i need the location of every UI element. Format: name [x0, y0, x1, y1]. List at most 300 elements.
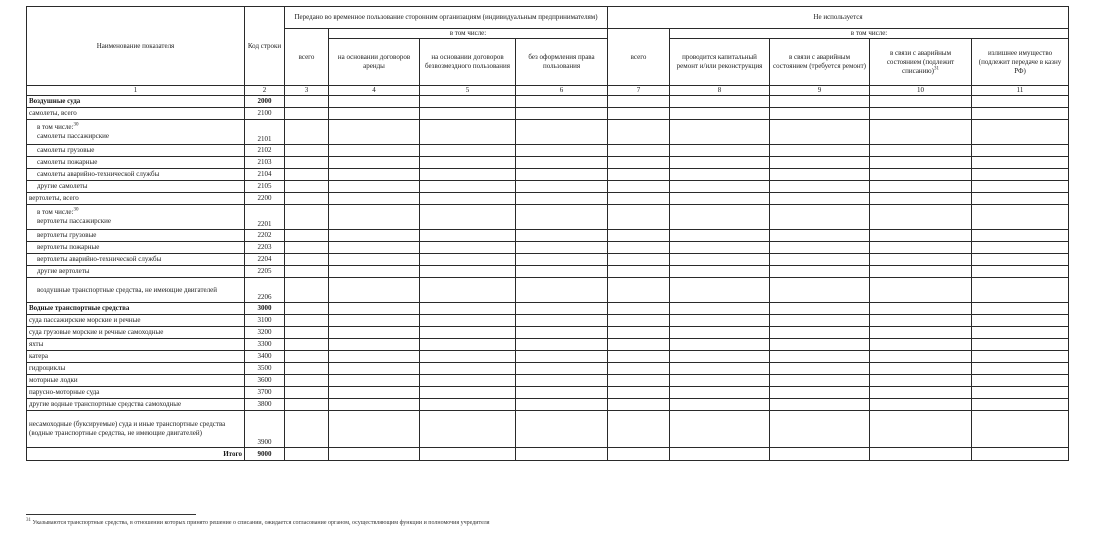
row-name: Итого [27, 448, 245, 461]
value-cell[interactable] [516, 303, 608, 315]
column-number-row [27, 86, 1069, 96]
value-cell[interactable] [972, 242, 1069, 254]
value-cell[interactable] [770, 448, 870, 461]
value-cell[interactable] [972, 266, 1069, 278]
value-cell[interactable] [670, 120, 770, 145]
value-cell[interactable] [420, 230, 516, 242]
row-name-including: в том числе:$^{30}$ [37, 207, 79, 216]
value-cell[interactable] [516, 375, 608, 387]
value-cell[interactable] [770, 205, 870, 230]
row-name [27, 120, 245, 145]
row-name: вертолеты грузовые [27, 230, 245, 242]
table-row [27, 169, 1069, 181]
value-cell[interactable] [516, 181, 608, 193]
value-cell[interactable] [870, 169, 972, 181]
value-cell[interactable] [420, 351, 516, 363]
value-cell[interactable] [608, 327, 670, 339]
value-cell[interactable] [329, 448, 420, 461]
value-cell[interactable] [608, 242, 670, 254]
row-name: самолеты, всего [27, 108, 245, 120]
value-cell[interactable] [670, 375, 770, 387]
table-row [27, 205, 1069, 230]
value-cell[interactable] [972, 339, 1069, 351]
value-cell[interactable] [608, 96, 670, 108]
value-cell[interactable] [285, 448, 329, 461]
value-cell[interactable] [285, 351, 329, 363]
value-cell[interactable] [870, 205, 972, 230]
row-name: парусно-моторные суда [27, 387, 245, 399]
value-cell[interactable] [770, 157, 870, 169]
value-cell[interactable] [329, 145, 420, 157]
value-cell[interactable] [285, 120, 329, 145]
value-cell[interactable] [420, 254, 516, 266]
value-cell[interactable] [329, 230, 420, 242]
value-cell[interactable] [285, 193, 329, 205]
value-cell[interactable] [420, 157, 516, 169]
value-cell[interactable] [329, 411, 420, 448]
header-emergency-repair: в связи с аварийным состоянием (требуется ремонт) [770, 39, 870, 86]
value-cell[interactable] [972, 120, 1069, 145]
value-cell[interactable] [972, 181, 1069, 193]
row-name-sub: вертолеты пассажирские [37, 217, 111, 225]
value-cell[interactable] [972, 254, 1069, 266]
row-code: 3000 [245, 303, 285, 315]
value-cell[interactable] [770, 303, 870, 315]
value-cell[interactable] [972, 230, 1069, 242]
value-cell[interactable] [329, 327, 420, 339]
value-cell[interactable] [770, 315, 870, 327]
value-cell[interactable] [329, 303, 420, 315]
value-cell[interactable] [972, 157, 1069, 169]
row-code: 3800 [245, 399, 285, 411]
value-cell[interactable] [285, 399, 329, 411]
value-cell[interactable] [420, 108, 516, 120]
value-cell[interactable] [870, 315, 972, 327]
value-cell[interactable] [870, 363, 972, 375]
value-cell[interactable] [516, 157, 608, 169]
value-cell[interactable] [329, 242, 420, 254]
row-name: другие водные транспортные средства самоходные [27, 399, 245, 411]
value-cell[interactable] [770, 96, 870, 108]
value-cell[interactable] [420, 303, 516, 315]
table-row [27, 351, 1069, 363]
table-row [27, 315, 1069, 327]
value-cell[interactable] [770, 230, 870, 242]
value-cell[interactable] [770, 327, 870, 339]
column-number: 1 [27, 86, 245, 96]
row-name-sub: самолеты пассажирские [37, 132, 109, 140]
row-name: другие самолеты [27, 181, 245, 193]
value-cell[interactable] [420, 169, 516, 181]
value-cell[interactable] [670, 205, 770, 230]
row-code: 2101 [245, 120, 285, 145]
value-cell[interactable] [285, 157, 329, 169]
value-cell[interactable] [972, 108, 1069, 120]
value-cell[interactable] [670, 181, 770, 193]
value-cell[interactable] [420, 315, 516, 327]
value-cell[interactable] [420, 96, 516, 108]
value-cell[interactable] [972, 387, 1069, 399]
row-code: 2102 [245, 145, 285, 157]
value-cell[interactable] [608, 363, 670, 375]
value-cell[interactable] [870, 448, 972, 461]
value-cell[interactable] [670, 303, 770, 315]
table-row [27, 242, 1069, 254]
value-cell[interactable] [516, 278, 608, 303]
table-row [27, 230, 1069, 242]
value-cell[interactable] [670, 266, 770, 278]
value-cell[interactable] [870, 181, 972, 193]
value-cell[interactable] [670, 242, 770, 254]
row-code: 2000 [245, 96, 285, 108]
value-cell[interactable] [329, 108, 420, 120]
value-cell[interactable] [329, 205, 420, 230]
value-cell[interactable] [870, 120, 972, 145]
column-number: 7 [608, 86, 670, 96]
row-name: гидроциклы [27, 363, 245, 375]
value-cell[interactable] [285, 411, 329, 448]
value-cell[interactable] [870, 108, 972, 120]
column-number: 10 [870, 86, 972, 96]
value-cell[interactable] [420, 448, 516, 461]
value-cell[interactable] [285, 145, 329, 157]
value-cell[interactable] [770, 278, 870, 303]
value-cell[interactable] [516, 411, 608, 448]
value-cell[interactable] [670, 108, 770, 120]
value-cell[interactable] [870, 303, 972, 315]
footnote: $^{31}$ Указываются транспортные средства, в отношении которых принято решение о списании, ожидается согласование органом, осуществляющим функции и полномочия учредителя [26, 518, 490, 526]
value-cell[interactable] [516, 108, 608, 120]
value-cell[interactable] [972, 327, 1069, 339]
row-name: самолеты грузовые [27, 145, 245, 157]
table-row [27, 339, 1069, 351]
value-cell[interactable] [329, 266, 420, 278]
table-row [27, 448, 1069, 461]
value-cell[interactable] [285, 375, 329, 387]
value-cell[interactable] [420, 205, 516, 230]
value-cell[interactable] [972, 205, 1069, 230]
value-cell[interactable] [516, 399, 608, 411]
value-cell[interactable] [770, 169, 870, 181]
value-cell[interactable] [670, 230, 770, 242]
value-cell[interactable] [770, 387, 870, 399]
value-cell[interactable] [285, 327, 329, 339]
value-cell[interactable] [608, 205, 670, 230]
value-cell[interactable] [608, 266, 670, 278]
value-cell[interactable] [516, 339, 608, 351]
value-cell[interactable] [516, 448, 608, 461]
value-cell[interactable] [972, 96, 1069, 108]
value-cell[interactable] [608, 448, 670, 461]
row-name: Водные транспортные средства [27, 303, 245, 315]
value-cell[interactable] [420, 242, 516, 254]
value-cell[interactable] [329, 96, 420, 108]
value-cell[interactable] [670, 387, 770, 399]
column-number: 5 [420, 86, 516, 96]
value-cell[interactable] [329, 181, 420, 193]
row-name: самолеты аварийно-технической службы [27, 169, 245, 181]
value-cell[interactable] [608, 169, 670, 181]
value-cell[interactable] [285, 181, 329, 193]
value-cell[interactable] [670, 96, 770, 108]
value-cell[interactable] [516, 242, 608, 254]
value-cell[interactable] [285, 230, 329, 242]
value-cell[interactable] [770, 193, 870, 205]
value-cell[interactable] [285, 339, 329, 351]
table-row [27, 120, 1069, 145]
value-cell[interactable] [670, 351, 770, 363]
value-cell[interactable] [329, 399, 420, 411]
row-name: другие вертолеты [27, 266, 245, 278]
table-row [27, 278, 1069, 303]
header-name: Наименование показателя [27, 7, 245, 86]
value-cell[interactable] [972, 315, 1069, 327]
value-cell[interactable] [608, 375, 670, 387]
row-code: 2205 [245, 266, 285, 278]
table-row [27, 327, 1069, 339]
value-cell[interactable] [516, 363, 608, 375]
value-cell[interactable] [870, 157, 972, 169]
value-cell[interactable] [285, 278, 329, 303]
row-name: вертолеты, всего [27, 193, 245, 205]
value-cell[interactable] [285, 205, 329, 230]
row-name: несамоходные (буксируемые) суда и иные транспортные средства (водные транспортные средства, не имеющие двигателей) [27, 411, 245, 448]
value-cell[interactable] [870, 266, 972, 278]
value-cell[interactable] [870, 96, 972, 108]
header-repair: проводится капитальный ремонт и/или реконструкция [670, 39, 770, 86]
value-cell[interactable] [670, 145, 770, 157]
row-name: катера [27, 351, 245, 363]
header-surplus: излишнее имущество (подлежит передаче в казну РФ) [972, 39, 1069, 86]
value-cell[interactable] [329, 278, 420, 303]
value-cell[interactable] [770, 363, 870, 375]
header-unused-including: в том числе: [670, 29, 1069, 39]
value-cell[interactable] [670, 169, 770, 181]
value-cell[interactable] [516, 193, 608, 205]
row-name: суда грузовые морские и речные самоходные [27, 327, 245, 339]
value-cell[interactable] [420, 266, 516, 278]
value-cell[interactable] [870, 399, 972, 411]
value-cell[interactable] [770, 351, 870, 363]
value-cell[interactable] [870, 230, 972, 242]
value-cell[interactable] [972, 351, 1069, 363]
table-row [27, 363, 1069, 375]
value-cell[interactable] [870, 339, 972, 351]
value-cell[interactable] [670, 193, 770, 205]
column-number: 6 [516, 86, 608, 96]
value-cell[interactable] [329, 120, 420, 145]
value-cell[interactable] [516, 387, 608, 399]
value-cell[interactable] [770, 411, 870, 448]
value-cell[interactable] [608, 315, 670, 327]
row-code: 3500 [245, 363, 285, 375]
row-code: 2105 [245, 181, 285, 193]
table-row [27, 266, 1069, 278]
value-cell[interactable] [608, 120, 670, 145]
value-cell[interactable] [516, 351, 608, 363]
value-cell[interactable] [516, 96, 608, 108]
value-cell[interactable] [608, 157, 670, 169]
value-cell[interactable] [972, 411, 1069, 448]
value-cell[interactable] [285, 242, 329, 254]
value-cell[interactable] [329, 363, 420, 375]
row-name: Воздушные суда [27, 96, 245, 108]
value-cell[interactable] [516, 120, 608, 145]
value-cell[interactable] [870, 193, 972, 205]
value-cell[interactable] [870, 278, 972, 303]
value-cell[interactable] [770, 108, 870, 120]
header-transferred-including: в том числе: [329, 29, 608, 39]
value-cell[interactable] [870, 375, 972, 387]
value-cell[interactable] [420, 193, 516, 205]
value-cell[interactable] [608, 351, 670, 363]
header-lease: на основании договоров аренды [329, 39, 420, 86]
value-cell[interactable] [770, 145, 870, 157]
value-cell[interactable] [870, 145, 972, 157]
row-name: яхты [27, 339, 245, 351]
value-cell[interactable] [329, 387, 420, 399]
value-cell[interactable] [420, 375, 516, 387]
value-cell[interactable] [285, 169, 329, 181]
value-cell[interactable] [420, 411, 516, 448]
row-code: 3400 [245, 351, 285, 363]
value-cell[interactable] [608, 399, 670, 411]
value-cell[interactable] [670, 157, 770, 169]
value-cell[interactable] [516, 145, 608, 157]
value-cell[interactable] [870, 387, 972, 399]
value-cell[interactable] [608, 145, 670, 157]
value-cell[interactable] [608, 230, 670, 242]
header-transferred-total: всего [285, 29, 329, 86]
value-cell[interactable] [329, 157, 420, 169]
value-cell[interactable] [329, 254, 420, 266]
value-cell[interactable] [420, 327, 516, 339]
value-cell[interactable] [329, 169, 420, 181]
value-cell[interactable] [972, 145, 1069, 157]
value-cell[interactable] [285, 315, 329, 327]
value-cell[interactable] [770, 266, 870, 278]
value-cell[interactable] [670, 448, 770, 461]
value-cell[interactable] [516, 205, 608, 230]
value-cell[interactable] [329, 339, 420, 351]
row-code: 3100 [245, 315, 285, 327]
vehicles-table [26, 6, 1069, 461]
value-cell[interactable] [285, 96, 329, 108]
value-cell[interactable] [670, 399, 770, 411]
value-cell[interactable] [670, 363, 770, 375]
value-cell[interactable] [420, 339, 516, 351]
value-cell[interactable] [972, 375, 1069, 387]
value-cell[interactable] [670, 254, 770, 266]
row-code: 3700 [245, 387, 285, 399]
value-cell[interactable] [972, 363, 1069, 375]
value-cell[interactable] [329, 375, 420, 387]
value-cell[interactable] [770, 375, 870, 387]
header-no-formal: без оформления права пользования [516, 39, 608, 86]
value-cell[interactable] [420, 278, 516, 303]
value-cell[interactable] [285, 387, 329, 399]
row-code: 2200 [245, 193, 285, 205]
value-cell[interactable] [870, 351, 972, 363]
value-cell[interactable] [972, 303, 1069, 315]
value-cell[interactable] [770, 242, 870, 254]
value-cell[interactable] [516, 327, 608, 339]
column-number: 3 [285, 86, 329, 96]
value-cell[interactable] [972, 169, 1069, 181]
value-cell[interactable] [420, 145, 516, 157]
table-row [27, 399, 1069, 411]
value-cell[interactable] [420, 363, 516, 375]
value-cell[interactable] [870, 242, 972, 254]
value-cell[interactable] [285, 108, 329, 120]
value-cell[interactable] [420, 387, 516, 399]
value-cell[interactable] [608, 181, 670, 193]
row-name: воздушные транспортные средства, не имеющие двигателей [27, 278, 245, 303]
value-cell[interactable] [972, 448, 1069, 461]
value-cell[interactable] [608, 278, 670, 303]
value-cell[interactable] [516, 266, 608, 278]
value-cell[interactable] [770, 181, 870, 193]
value-cell[interactable] [972, 278, 1069, 303]
value-cell[interactable] [870, 327, 972, 339]
value-cell[interactable] [670, 315, 770, 327]
value-cell[interactable] [608, 193, 670, 205]
value-cell[interactable] [420, 399, 516, 411]
value-cell[interactable] [285, 266, 329, 278]
value-cell[interactable] [420, 120, 516, 145]
value-cell[interactable] [608, 387, 670, 399]
value-cell[interactable] [972, 399, 1069, 411]
value-cell[interactable] [972, 193, 1069, 205]
value-cell[interactable] [516, 230, 608, 242]
value-cell[interactable] [670, 339, 770, 351]
table-row [27, 375, 1069, 387]
value-cell[interactable] [770, 120, 870, 145]
value-cell[interactable] [516, 254, 608, 266]
value-cell[interactable] [516, 315, 608, 327]
table-row [27, 181, 1069, 193]
value-cell[interactable] [670, 278, 770, 303]
header-transferred: Передано во временное пользование сторонним организациям (индивидуальным предпринимателям) [285, 7, 608, 29]
value-cell[interactable] [870, 411, 972, 448]
column-number: 2 [245, 86, 285, 96]
table-row [27, 96, 1069, 108]
value-cell[interactable] [608, 108, 670, 120]
row-name: вертолеты пожарные [27, 242, 245, 254]
value-cell[interactable] [870, 254, 972, 266]
value-cell[interactable] [770, 399, 870, 411]
value-cell[interactable] [285, 303, 329, 315]
value-cell[interactable] [770, 254, 870, 266]
header-emergency-writeoff: в связи с аварийным состоянием (подлежит списанию)$^{31}$ [870, 39, 972, 86]
value-cell[interactable] [329, 193, 420, 205]
value-cell[interactable] [608, 303, 670, 315]
value-cell[interactable] [285, 254, 329, 266]
value-cell[interactable] [608, 339, 670, 351]
value-cell[interactable] [770, 339, 870, 351]
value-cell[interactable] [670, 411, 770, 448]
value-cell[interactable] [516, 169, 608, 181]
row-code: 2203 [245, 242, 285, 254]
value-cell[interactable] [329, 315, 420, 327]
value-cell[interactable] [608, 254, 670, 266]
value-cell[interactable] [329, 351, 420, 363]
value-cell[interactable] [420, 181, 516, 193]
table-row [27, 387, 1069, 399]
value-cell[interactable] [670, 327, 770, 339]
value-cell[interactable] [285, 363, 329, 375]
value-cell[interactable] [608, 411, 670, 448]
